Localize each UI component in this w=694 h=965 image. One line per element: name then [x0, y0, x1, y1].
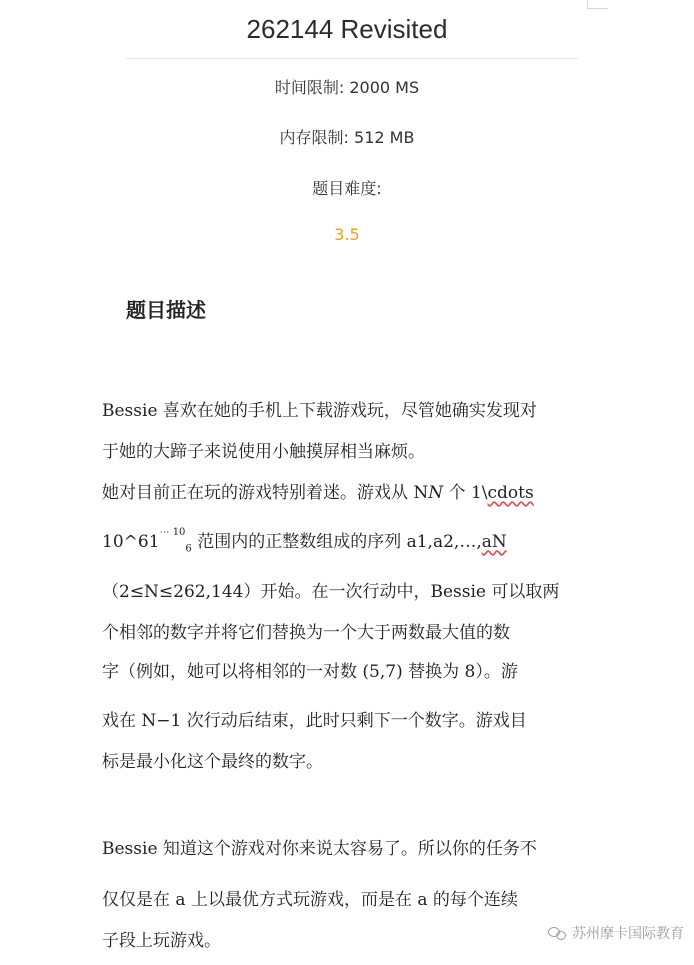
spellcheck-word: cdots — [487, 483, 534, 503]
paragraph-1-line-1: Bessie 喜欢在她的手机上下载游戏玩，尽管她确实发现对 — [102, 401, 537, 421]
difficulty-label: 题目难度: — [312, 179, 382, 198]
paragraph-2-line-7: 标是最小化这个最终的数字。 — [102, 752, 323, 772]
text-span: 10^61 — [102, 532, 160, 552]
title-divider — [126, 58, 578, 59]
text-span: 她对目前正在玩的游戏特别着迷。游戏从 N — [102, 483, 429, 503]
paragraph-2-line-6: 戏在 N−1 次行动后结束，此时只剩下一个数字。游戏目 — [102, 711, 527, 731]
difficulty-value: 3.5 — [334, 225, 360, 244]
text-span-small: ⋯ 10 — [159, 527, 186, 538]
paragraph-3-line-1: Bessie 知道这个游戏对你来说太容易了。所以你的任务不 — [102, 839, 537, 859]
wechat-icon — [548, 926, 566, 940]
spellcheck-word: aN — [481, 532, 507, 552]
paragraph-3-line-3: 子段上玩游戏。 — [102, 931, 221, 951]
problem-title: 262144 Revisited — [246, 14, 448, 44]
paragraph-2-line-4: 个相邻的数字并将它们替换为一个大于两数最大值的数 — [102, 623, 510, 643]
time-limit: 时间限制: 2000 MS — [274, 78, 420, 97]
text-span: 范围内的正整数组成的序列 a1,a2,…, — [191, 532, 482, 552]
paragraph-3-line-2: 仅仅是在 a 上以最优方式玩游戏，而是在 a 的每个连续 — [102, 890, 518, 910]
memory-limit: 内存限制: 512 MB — [279, 128, 415, 147]
watermark — [548, 923, 684, 943]
paragraph-2-line-1 — [102, 478, 534, 503]
italic-n: N — [428, 483, 444, 503]
subscript: 6 — [185, 543, 192, 555]
watermark-text: 苏州摩卡国际教育 — [572, 926, 684, 942]
paragraph-2-line-5: 字（例如，她可以将相邻的一对数 (5,7) 替换为 8）。游 — [102, 662, 518, 682]
text-span: 个 1\ — [443, 483, 488, 503]
paragraph-2-line-3: （2≤N≤262,144）开始。在一次行动中，Bessie 可以取两 — [102, 582, 560, 602]
page-corner-mark — [587, 0, 608, 9]
paragraph-1-line-2: 于她的大蹄子来说使用小触摸屏相当麻烦。 — [102, 442, 425, 462]
paragraph-2-line-2 — [102, 527, 507, 554]
description-heading: 题目描述 — [126, 298, 206, 322]
